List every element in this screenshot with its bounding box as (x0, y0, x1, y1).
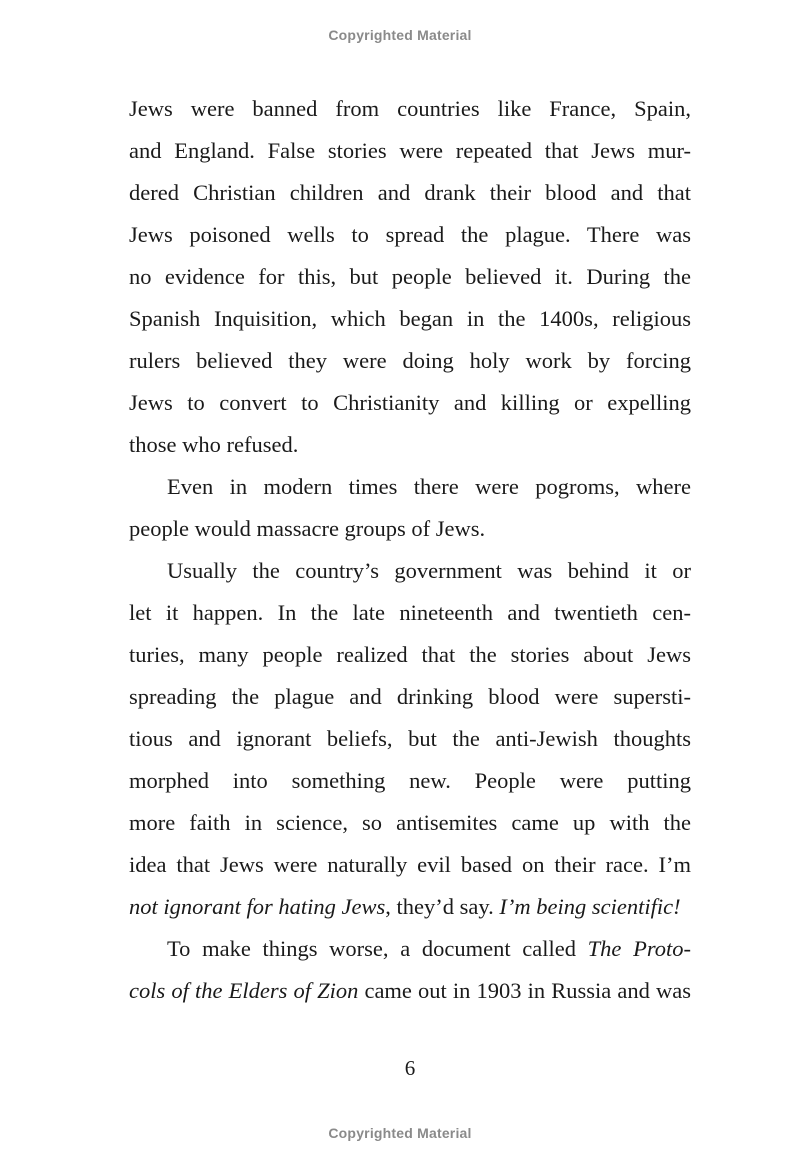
italic-title: cols of the Elders of Zion (129, 978, 359, 1003)
text-line: Jews poisoned wells to spread the plague. There was (129, 222, 691, 247)
text-line: morphed into something new. People were putting (129, 768, 691, 793)
text-line: and England. False stories were repeated that Jews mur- (129, 138, 691, 163)
text-line-mixed (129, 886, 691, 928)
plain-phrase: , they’d say. (385, 894, 500, 919)
text-line: Usually the country’s government was behind it or (167, 558, 691, 583)
text-line: people would massacre groups of Jews. (129, 516, 486, 541)
italic-phrase: not ignorant for hating Jews (129, 894, 386, 919)
plain-phrase: To make things worse, a document called (167, 936, 588, 961)
text-line-mixed (129, 970, 691, 1012)
plain-phrase: came out in 1903 in Russia and was (358, 978, 691, 1003)
text-line-mixed (129, 928, 691, 970)
text-line: let it happen. In the late nineteenth and twentieth cen- (129, 600, 691, 625)
copyright-watermark-top: Copyrighted Material (328, 27, 472, 43)
text-line: Jews were banned from countries like France, Spain, (129, 96, 691, 121)
text-line: more faith in science, so antisemites came up with the (129, 810, 691, 835)
text-line: Even in modern times there were pogroms, where (167, 474, 691, 499)
text-line: dered Christian children and drank their blood and that (129, 180, 691, 205)
text-line: spreading the plague and drinking blood were supersti- (129, 684, 691, 709)
text-line: turies, many people realized that the stories about Jews (129, 642, 691, 667)
text-line: those who refused. (129, 432, 299, 457)
text-line: Jews to convert to Christianity and killing or expelling (129, 390, 691, 415)
text-line: Spanish Inquisition, which began in the 1400s, religious (129, 306, 691, 331)
copyright-watermark-bottom: Copyrighted Material (328, 1125, 472, 1141)
text-line: tious and ignorant beliefs, but the anti-Jewish thoughts (129, 726, 691, 751)
italic-phrase: I’m being scientific! (499, 894, 681, 919)
page-number: 6 (404, 1056, 416, 1080)
page-body-text (129, 88, 691, 1012)
italic-title: The Proto- (587, 936, 691, 961)
text-line: rulers believed they were doing holy work by forcing (129, 348, 691, 373)
text-line: idea that Jews were naturally evil based on their race. I’m (129, 852, 691, 877)
text-line: no evidence for this, but people believed it. During the (129, 264, 691, 289)
